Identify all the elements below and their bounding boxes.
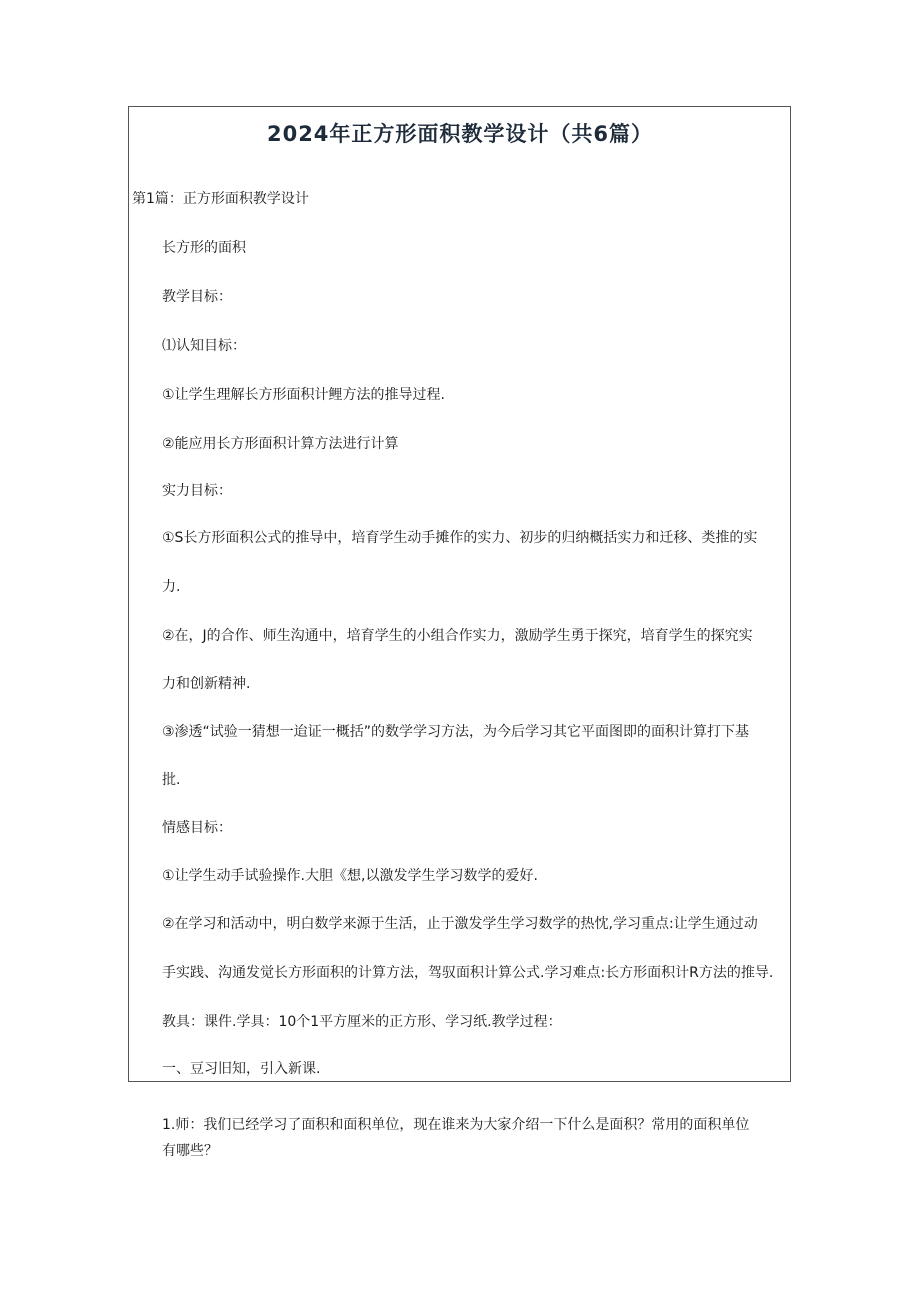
- paragraph: 情感目标：: [162, 820, 232, 836]
- paragraph: ⑴认知目标：: [162, 338, 246, 354]
- paragraph: ②能应用长方形面积计算方法进行计算: [162, 436, 399, 452]
- paragraph: 一、豆习旧知，引入新课.: [162, 1061, 321, 1077]
- paragraph-continuation: 批.: [162, 772, 181, 788]
- section-heading: 第1篇：正方形面积教学设计: [132, 191, 309, 207]
- paragraph-continuation: 力.: [162, 579, 181, 595]
- paragraph: ②在，J的合作、师生沟通中，培育学生的小组合作实力，激励学生勇于探究，培育学生的探究实: [162, 628, 753, 644]
- paragraph: ①S长方形面积公式的推导中，培育学生动手摊作的实力、初步的归纳概括实力和迁移、类推的实: [162, 530, 758, 546]
- lesson-title: 长方形的面积: [162, 240, 246, 256]
- paragraph: ①让学生理解长方形面积计鲤方法的推导过程.: [162, 387, 445, 403]
- paragraph-continuation: 力和创新精神.: [162, 676, 251, 692]
- paragraph-continuation: 有哪些？: [162, 1143, 218, 1159]
- paragraph-continuation: 手实践、沟通发觉长方形面积的计算方法，驾驭面积计算公式.学习难点:长方形面积计R方法的推导.: [162, 965, 774, 981]
- paragraph: 教学目标：: [162, 289, 232, 305]
- paragraph: 实力目标：: [162, 483, 232, 499]
- paragraph: ①让学生动手试验操作.大胆《想,以激发学生学习数学的爱好.: [162, 868, 538, 884]
- paragraph: 1.师：我们已经学习了面积和面积单位，现在谁来为大家介绍一下什么是面积？常用的面积单位: [162, 1117, 750, 1133]
- paragraph: ③渗透“试验一猜想一迨证一概括”的数学学习方法，为今后学习其它平面图即的面积计算打下基: [162, 724, 750, 740]
- paragraph: ②在学习和活动中，明白数学来源于生活，止于激发学生学习数学的热忱,学习重点:让学生通过动: [162, 916, 758, 932]
- paragraph: 教具：课件.学具：10个1平方厘米的正方形、学习纸.教学过程：: [162, 1014, 562, 1030]
- document-title: 2024年正方形面积教学设计（共6篇）: [266, 122, 654, 146]
